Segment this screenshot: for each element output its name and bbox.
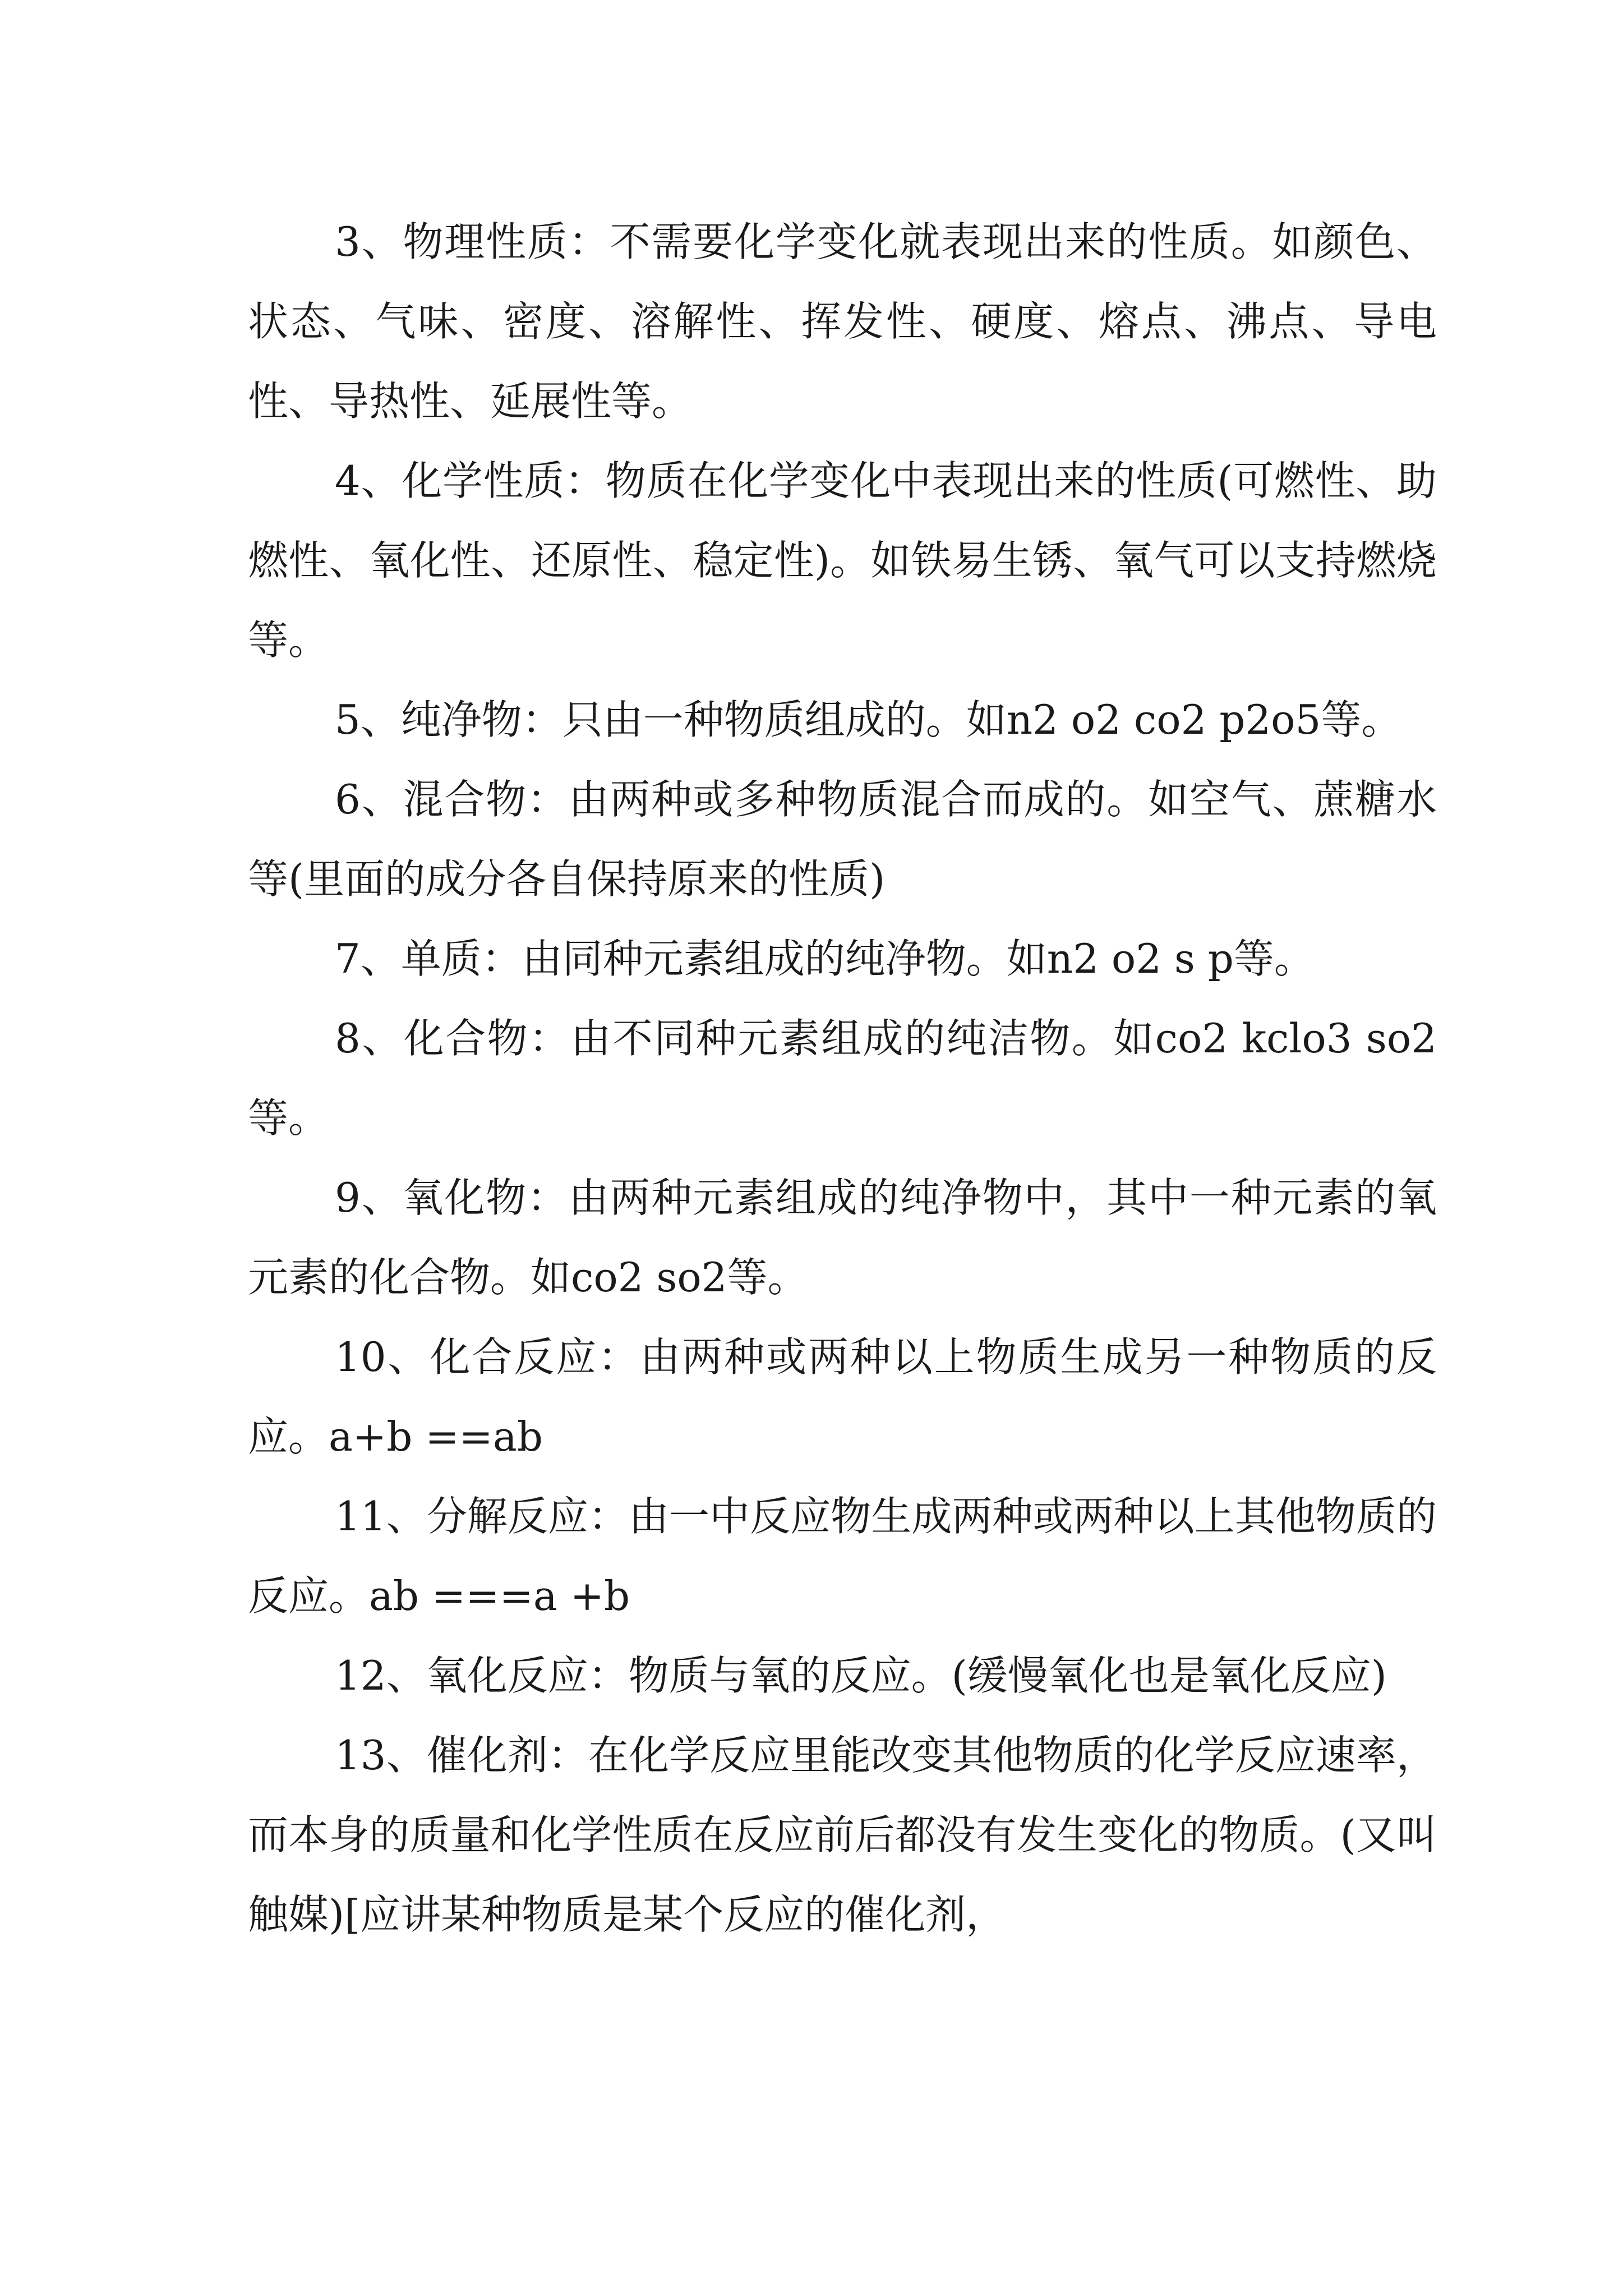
paragraph-catalyst: 13、催化剂：在化学反应里能改变其他物质的化学反应速率，而本身的质量和化学性质在反应前后都没有发生变化的物质。(又叫触媒)[应讲某种物质是某个反应的催化剂， xyxy=(248,1732,1437,1938)
paragraph-oxidation-reaction: 12、氧化反应：物质与氧的反应。(缓慢氧化也是氧化反应) xyxy=(335,1652,1387,1699)
paragraph-pure-substance: 5、纯净物：只由一种物质组成的。如n2 o2 co2 p2o5等。 xyxy=(335,696,1402,743)
paragraph-physical-property: 3、物理性质：不需要化学变化就表现出来的性质。如颜色、状态、气味、密度、溶解性、挥发性、硬度、熔点、沸点、导电性、导热性、延展性等。 xyxy=(248,218,1437,425)
document-body xyxy=(248,202,1437,1954)
paragraph-decomposition-reaction: 11、分解反应：由一中反应物生成两种或两种以上其他物质的反应。ab ===a +b xyxy=(248,1493,1437,1619)
paragraph-element-substance: 7、单质：由同种元素组成的纯净物。如n2 o2 s p等。 xyxy=(335,935,1315,982)
paragraph-combination-reaction: 10、化合反应：由两种或两种以上物质生成另一种物质的反应。a+b ==ab xyxy=(248,1333,1437,1460)
paragraph-compound: 8、化合物：由不同种元素组成的纯洁物。如co2 kclo3 so2 等。 xyxy=(248,1015,1437,1142)
paragraph-oxide: 9、氧化物：由两种元素组成的纯净物中，其中一种元素的氧元素的化合物。如co2 so2等。 xyxy=(248,1174,1437,1301)
paragraph-mixture: 6、混合物：由两种或多种物质混合而成的。如空气、蔗糖水等(里面的成分各自保持原来的性质) xyxy=(248,776,1437,903)
paragraph-chemical-property: 4、化学性质：物质在化学变化中表现出来的性质(可燃性、助燃性、氧化性、还原性、稳定性)。如铁易生锈、氧气可以支持燃烧等。 xyxy=(248,457,1437,664)
